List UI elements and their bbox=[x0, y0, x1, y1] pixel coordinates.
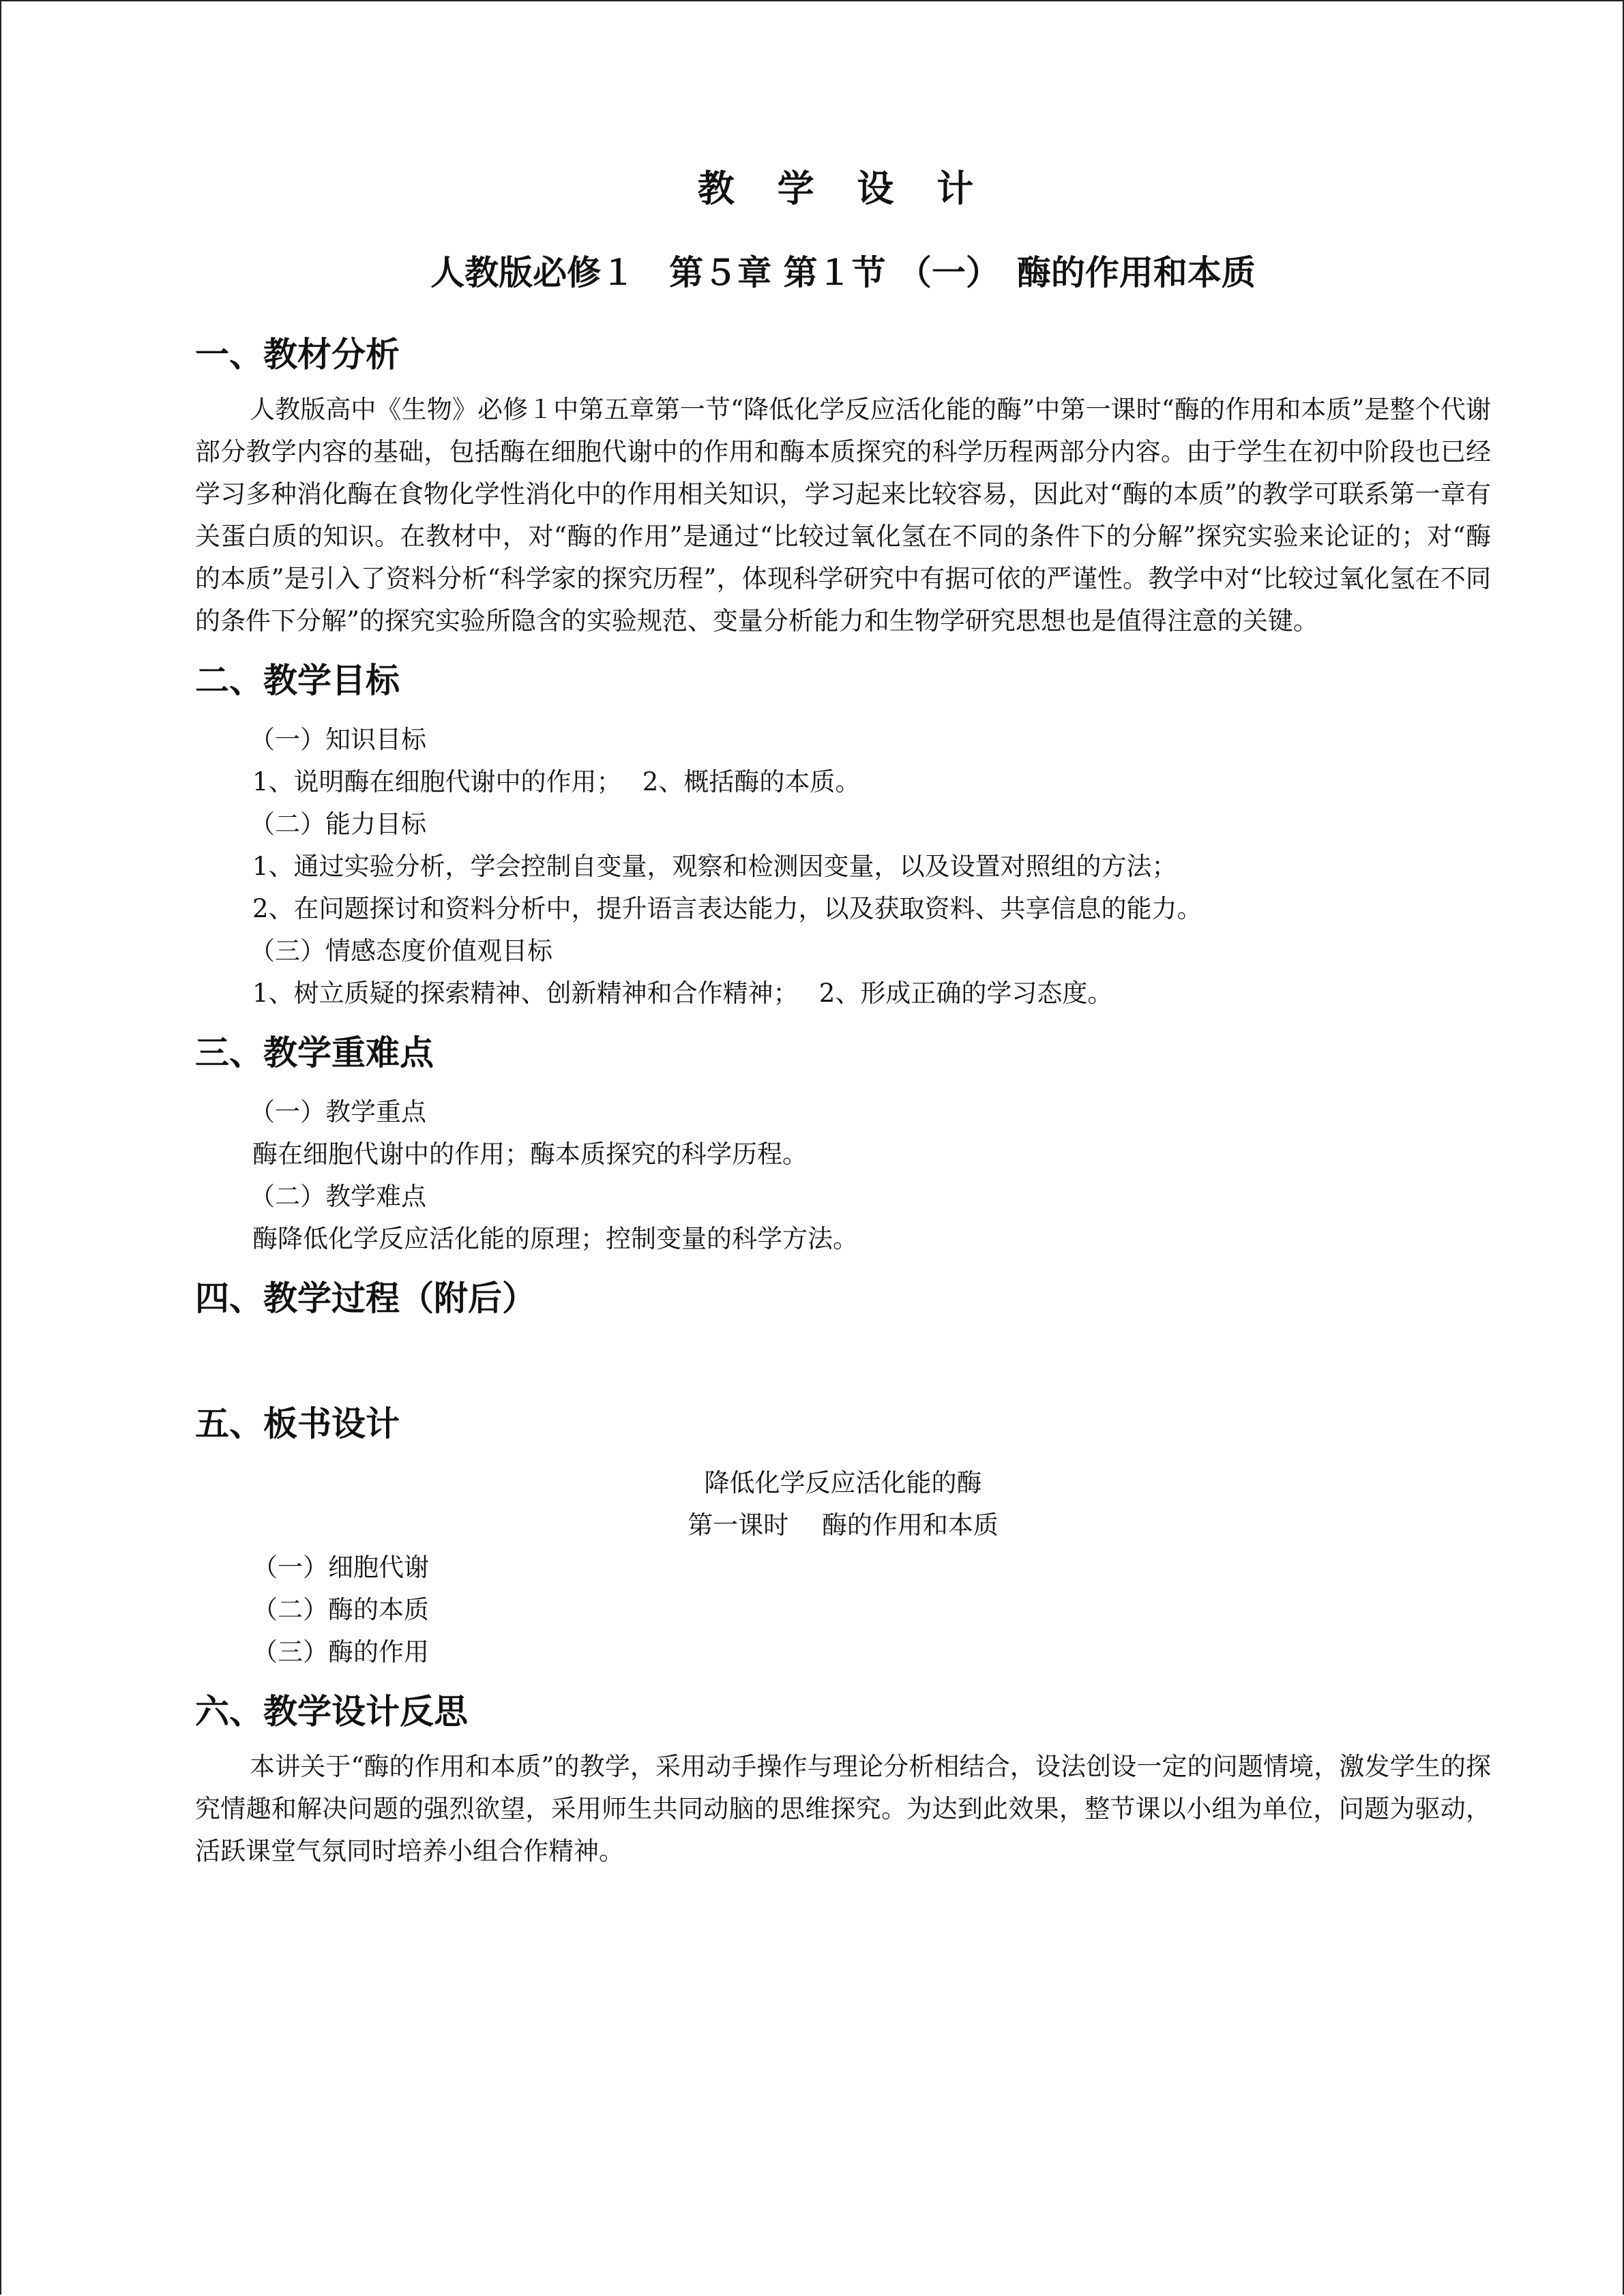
section-heading-teaching-goals: 二、教学目标 bbox=[195, 661, 400, 700]
board-item-enzyme-nature: （二）酶的本质 bbox=[252, 1595, 429, 1624]
document-title: 教 学 设 计 bbox=[697, 166, 989, 210]
board-item-enzyme-function: （三）酶的作用 bbox=[252, 1637, 429, 1667]
document-subtitle: 人教版必修１ 第５章 第１节 （一） 酶的作用和本质 bbox=[430, 252, 1256, 293]
difficult-points-label: （二）教学难点 bbox=[250, 1182, 426, 1211]
emotion-goals-items: 1、树立质疑的探索精神、创新精神和合作精神； 2、形成正确的学习态度。 bbox=[252, 979, 1113, 1008]
ability-goal-item-1: 1、通过实验分析，学会控制自变量，观察和检测因变量，以及设置对照组的方法； bbox=[252, 852, 1177, 881]
board-title: 降低化学反应活化能的酶 bbox=[704, 1468, 982, 1497]
difficult-points-text: 酶降低化学反应活化能的原理；控制变量的科学方法。 bbox=[252, 1224, 858, 1253]
section-heading-teaching-process: 四、教学过程（附后） bbox=[195, 1279, 536, 1318]
knowledge-goals-items: 1、说明酶在细胞代谢中的作用； 2、概括酶的本质。 bbox=[252, 767, 861, 796]
design-reflection-paragraph: 本讲关于“酶的作用和本质”的教学，采用动手操作与理论分析相结合，设法创设一定的问题情境，激发学生的探究情趣和解决问题的强烈欲望，采用师生共同动脑的思维探究。为达到此效果，整节课以小组为单位，问题为驱动，活跃课堂气氛同时培养小组合作精神。 bbox=[195, 1752, 1491, 1866]
knowledge-goals-label: （一）知识目标 bbox=[250, 725, 426, 754]
key-points-label: （一）教学重点 bbox=[250, 1097, 426, 1127]
section-heading-textbook-analysis: 一、教材分析 bbox=[195, 335, 400, 374]
ability-goal-item-2: 2、在问题探讨和资料分析中，提升语言表达能力，以及获取资料、共享信息的能力。 bbox=[252, 894, 1202, 923]
textbook-analysis-paragraph: 人教版高中《生物》必修１中第五章第一节“降低化学反应活化能的酶”中第一课时“酶的作用和本质”是整个代谢部分教学内容的基础，包括酶在细胞代谢中的作用和酶本质探究的科学历程两部分内容。由于学生在初中阶段也已经学习多种消化酶在食物化学性消化中的作用相关知识，学习起来比较容易，因此对“酶的本质”的教学可联系第一章有关蛋白质的知识。在教材中，对“酶的作用”是通过“比较过氧化氢在不同的条件下的分解”探究实验来论证的；对“酶的本质”是引入了资料分析“科学家的探究历程”，体现科学研究中有据可依的严谨性。教学中对“比较过氧化氢在不同的条件下分解”的探究实验所隐含的实验规范、变量分析能力和生物学研究思想也是值得注意的关键。 bbox=[195, 395, 1491, 636]
section-heading-design-reflection: 六、教学设计反思 bbox=[195, 1692, 468, 1731]
board-item-cell-metabolism: （一）细胞代谢 bbox=[252, 1553, 429, 1582]
document-body bbox=[195, 164, 1491, 1882]
section-heading-key-difficult-points: 三、教学重难点 bbox=[195, 1033, 434, 1073]
ability-goals-label: （二）能力目标 bbox=[250, 809, 426, 839]
section-heading-board-design: 五、板书设计 bbox=[195, 1404, 400, 1444]
board-subtitle: 第一课时 酶的作用和本质 bbox=[688, 1510, 999, 1540]
key-points-text: 酶在细胞代谢中的作用；酶本质探究的科学历程。 bbox=[252, 1139, 808, 1169]
emotion-goals-label: （三）情感态度价值观目标 bbox=[250, 936, 552, 966]
